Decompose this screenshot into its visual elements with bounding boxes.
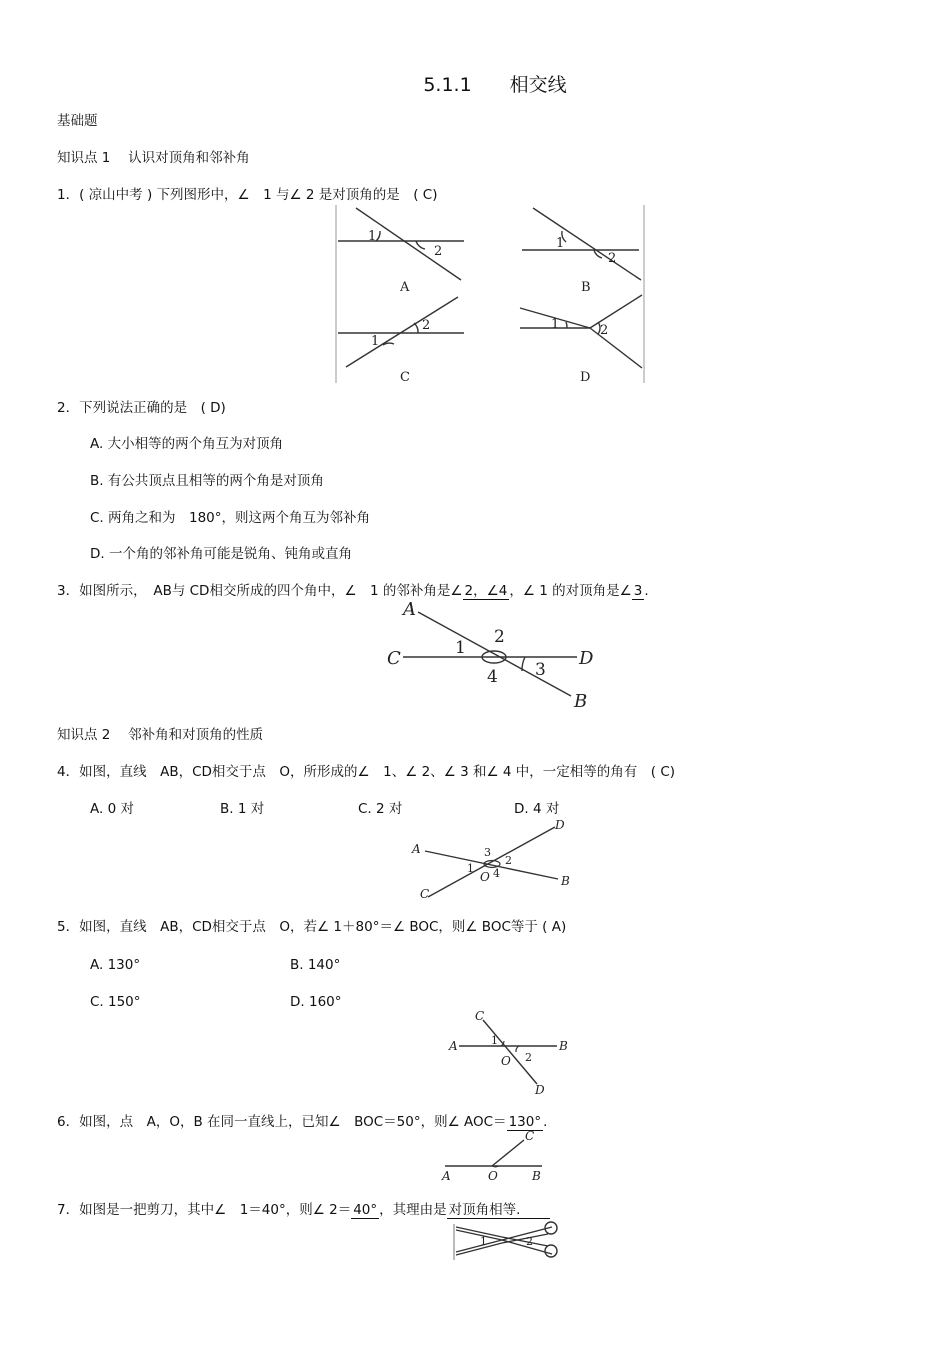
fig5-label-b: B — [559, 1039, 568, 1053]
fig1b-label-1: 1 — [556, 236, 565, 251]
question-5-option-a: A. 130° — [90, 957, 141, 973]
question-4-stem: 4．如图，直线 AB，CD相交于点 O，所形成的∠ 1、∠ 2、∠ 3 和∠ 4 中，一定相等的角有 ( C) — [57, 764, 676, 780]
fig4-label-2: 2 — [505, 854, 512, 867]
question-4-option-a: A. 0 对 — [90, 801, 134, 817]
fig3-label-4: 4 — [487, 667, 498, 687]
question-2-option-b: B. 有公共顶点且相等的两个角是对顶角 — [90, 473, 324, 489]
fig1-label-b: B — [581, 280, 591, 295]
question-2-option-d: D. 一个角的邻补角可能是锐角、钝角或直角 — [90, 546, 352, 562]
question-3-stem — [57, 582, 649, 600]
fig4-label-b: B — [561, 874, 570, 888]
fig3-label-a: A — [403, 599, 416, 620]
question-3-figure — [385, 600, 600, 715]
fig4-label-1: 1 — [467, 862, 474, 875]
fig5-label-1: 1 — [491, 1034, 498, 1047]
question-4-option-b: B. 1 对 — [220, 801, 265, 817]
fig1c-label-2: 2 — [422, 318, 431, 333]
fig1a-label-2: 2 — [434, 244, 443, 259]
fig3-label-3: 3 — [535, 660, 546, 680]
fig3-label-1: 1 — [455, 638, 466, 658]
fig1c-label-1: 1 — [371, 334, 380, 349]
fig4-label-3: 3 — [484, 846, 491, 859]
knowledge-point-2: 知识点 2 邻补角和对顶角的性质 — [57, 727, 264, 743]
fig4-label-d: D — [555, 818, 565, 832]
question-1-stem: 1．( 凉山中考 ) 下列图形中，∠ 1 与∠ 2 是对顶角的是 ( C) — [57, 187, 438, 203]
question-4-figure — [410, 817, 575, 902]
fig4-label-a: A — [412, 842, 421, 856]
question-5-figure — [445, 1008, 575, 1096]
section-heading: 基础题 — [57, 113, 98, 129]
question-7-figure — [452, 1218, 564, 1262]
question-4-option-d: D. 4 对 — [514, 801, 560, 817]
knowledge-point-1: 知识点 1 认识对顶角和邻补角 — [57, 150, 250, 166]
question-5-option-c: C. 150° — [90, 994, 141, 1010]
question-7-text-mid: ，其理由是 — [379, 1202, 447, 1218]
fig3-label-c: C — [387, 648, 401, 669]
question-6-text-pre: 6．如图，点 A，O，B 在同一直线上，已知∠ BOC＝50°，则∠ AOC＝ — [57, 1114, 507, 1130]
fig3-label-d: D — [579, 648, 594, 669]
question-4-option-c: C. 2 对 — [358, 801, 403, 817]
fig1d-label-1: 1 — [551, 317, 560, 332]
fig7-label-1: 1 — [480, 1235, 487, 1248]
question-7-text-pre: 7．如图是一把剪刀，其中∠ 1＝40°，则∠ 2＝ — [57, 1202, 352, 1218]
question-2-stem: 2．下列说法正确的是 ( D) — [57, 400, 226, 416]
fig1d-label-2: 2 — [600, 323, 609, 338]
fig5-label-d: D — [535, 1083, 545, 1097]
fig4-label-c: C — [420, 887, 430, 901]
fig7-label-2: 2 — [526, 1235, 533, 1248]
question-2-option-a: A. 大小相等的两个角互为对顶角 — [90, 436, 284, 452]
fig5-label-c: C — [475, 1009, 485, 1023]
fig4-label-4: 4 — [493, 867, 500, 880]
question-2-option-c: C. 两角之和为 180°，则这两个角互为邻补角 — [90, 510, 371, 526]
question-1-figure — [336, 205, 648, 385]
fig4-label-o: O — [480, 870, 490, 884]
question-3-answer-1: 2，∠4 — [464, 583, 508, 599]
question-7-stem — [57, 1201, 550, 1219]
page-title: 5.1.1 相交线 — [423, 74, 567, 96]
fig6-label-o: O — [488, 1169, 498, 1183]
question-3-answer-2: 3 — [633, 583, 643, 599]
question-5-option-d: D. 160° — [290, 994, 342, 1010]
question-7-reason: 对顶角相等. — [447, 1202, 551, 1219]
fig3-label-b: B — [574, 691, 588, 712]
fig3-label-2: 2 — [494, 627, 505, 647]
question-5-option-b: B. 140° — [290, 957, 341, 973]
question-5-stem: 5．如图，直线 AB，CD相交于点 O，若∠ 1＋80°＝∠ BOC，则∠ BOC等于 ( A) — [57, 919, 567, 935]
fig5-label-2: 2 — [525, 1051, 532, 1064]
question-6-answer: 130° — [508, 1114, 542, 1130]
fig6-label-a: A — [442, 1169, 451, 1183]
fig6-label-c: C — [525, 1129, 535, 1143]
fig1-label-c: C — [400, 370, 410, 385]
question-6-figure — [440, 1128, 550, 1184]
fig1a-label-1: 1 — [368, 229, 377, 244]
question-3-text-end: . — [644, 583, 649, 599]
question-6-text-end: . — [543, 1114, 548, 1130]
fig6-label-b: B — [532, 1169, 541, 1183]
fig1-label-a: A — [400, 280, 410, 295]
question-3-text-pre: 3．如图所示， AB与 CD相交所成的四个角中，∠ 1 的邻补角是∠ — [57, 583, 463, 599]
question-3-text-mid: ，∠ 1 的对顶角是∠ — [509, 583, 632, 599]
fig1-label-d: D — [580, 370, 591, 385]
fig5-label-o: O — [501, 1054, 511, 1068]
question-7-answer: 40° — [353, 1202, 378, 1218]
fig1b-label-2: 2 — [608, 251, 617, 266]
fig5-label-a: A — [449, 1039, 458, 1053]
